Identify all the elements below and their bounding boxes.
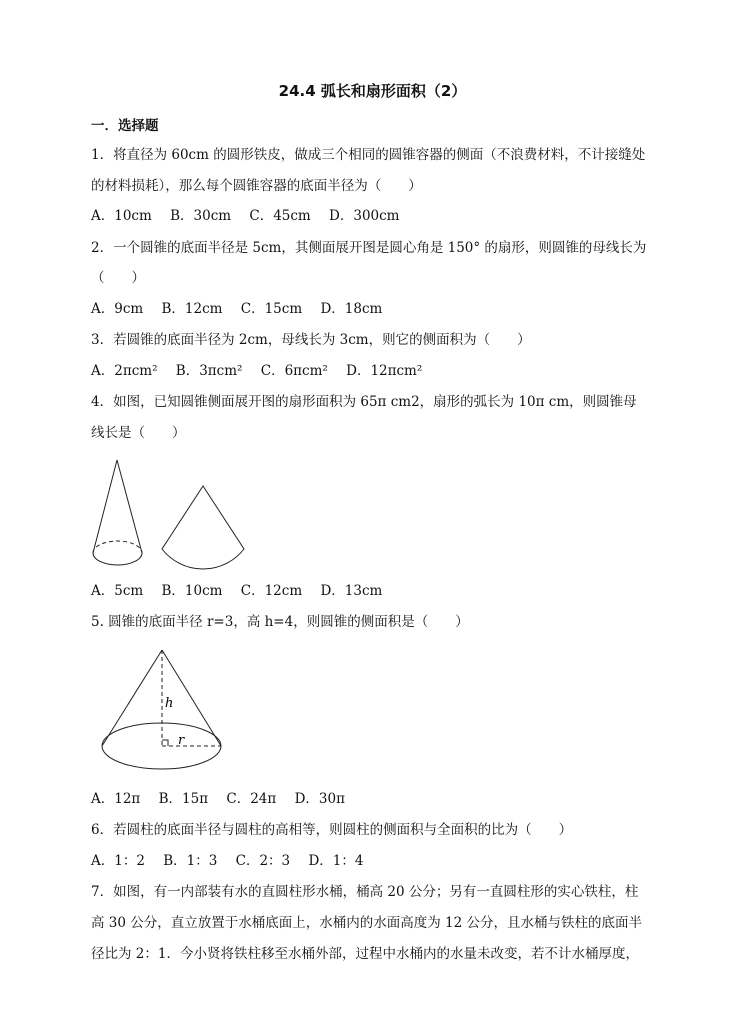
q1-option-b[interactable]: B．30cm xyxy=(170,208,232,224)
cone-base-back xyxy=(93,541,142,553)
q7-line2: 高 30 公分，直立放置于水桶底面上，水桶内的水面高度为 12 公分，且水桶与铁柱的底面半 xyxy=(91,915,643,931)
q2-line2: （ ） xyxy=(91,270,145,286)
q5-line1: 5. 圆锥的底面半径 r=3，高 h=4，则圆锥的侧面积是（ ） xyxy=(91,614,469,630)
q5-option-c[interactable]: C．24π xyxy=(226,791,277,807)
sector-shape xyxy=(162,486,244,569)
q1-option-c[interactable]: C．45cm xyxy=(249,208,311,224)
q3-option-a[interactable]: A．2πcm² xyxy=(91,363,158,379)
q2-option-d[interactable]: D．18cm xyxy=(320,301,383,317)
q1-option-a[interactable]: A．10cm xyxy=(91,208,152,224)
q2-option-c[interactable]: C．15cm xyxy=(240,301,303,317)
q2-options xyxy=(91,300,396,318)
q3-option-d[interactable]: D．12πcm² xyxy=(346,363,423,379)
page-title: 24.4 弧长和扇形面积（2） xyxy=(278,82,467,100)
q7-line3: 径比为 2：1．今小贤将铁柱移至水桶外部，过程中水桶内的水量未改变，若不计水桶厚度， xyxy=(91,946,639,962)
q5-option-d[interactable]: D．30π xyxy=(294,791,345,807)
q3-option-b[interactable]: B．3πcm² xyxy=(175,363,243,379)
q1-line1: 1．将直径为 60cm 的圆形铁皮，做成三个相同的圆锥容器的侧面（不浪费材料，不计接缝处 xyxy=(91,147,646,163)
q7-line1: 7．如图，有一内部装有水的直圆柱形水桶，桶高 20 公分；另有一直圆柱形的实心铁柱，柱 xyxy=(91,884,639,900)
q5-options xyxy=(91,790,359,808)
q4-option-d[interactable]: D．13cm xyxy=(320,583,383,599)
q4-option-b[interactable]: B．10cm xyxy=(161,583,223,599)
q4-figure xyxy=(86,455,256,575)
cone-right-edge xyxy=(117,460,142,553)
cone-base-front xyxy=(93,553,142,565)
q4-line1: 4．如图，已知圆锥侧面展开图的扇形面积为 65π cm2，扇形的弧长为 10π cm，则圆锥母 xyxy=(91,394,637,410)
q1-line2: 的材料损耗），那么每个圆锥容器的底面半径为（ ） xyxy=(91,178,422,194)
q6-option-d[interactable]: D．1：4 xyxy=(308,853,364,869)
q6-line1: 6．若圆柱的底面半径与圆柱的高相等，则圆柱的侧面积与全面积的比为（ ） xyxy=(91,822,573,838)
q6-option-c[interactable]: C．2：3 xyxy=(235,853,291,869)
q4-line2: 线长是（ ） xyxy=(91,425,186,441)
q3-options xyxy=(91,362,436,380)
q4-option-c[interactable]: C．12cm xyxy=(240,583,303,599)
q1-options xyxy=(91,207,413,225)
q3-line1: 3．若圆锥的底面半径为 2cm，母线长为 3cm，则它的侧面积为（ ） xyxy=(91,332,531,348)
q6-option-a[interactable]: A．1：2 xyxy=(91,853,145,869)
cone-left-edge xyxy=(93,460,117,553)
section-heading: 一．选择题 xyxy=(91,118,159,134)
q5-option-b[interactable]: B．15π xyxy=(158,791,209,807)
q4-options xyxy=(91,582,396,600)
q6-options xyxy=(91,852,377,870)
q2-line1: 2．一个圆锥的底面半径是 5cm，其侧面展开图是圆心角是 150° 的扇形，则圆锥的母线长为 xyxy=(91,240,647,256)
q4-option-a[interactable]: A．5cm xyxy=(91,583,144,599)
q2-option-b[interactable]: B．12cm xyxy=(161,301,223,317)
right-angle-mark xyxy=(162,740,168,746)
q5-figure xyxy=(96,645,231,775)
q5-option-a[interactable]: A．12π xyxy=(91,791,141,807)
q1-option-d[interactable]: D．300cm xyxy=(329,208,400,224)
q2-option-a[interactable]: A．9cm xyxy=(91,301,144,317)
radius-label: r xyxy=(178,733,185,748)
q3-option-c[interactable]: C．6πcm² xyxy=(260,363,328,379)
q6-option-b[interactable]: B．1：3 xyxy=(163,853,218,869)
height-label: h xyxy=(165,696,174,711)
cone-left-edge xyxy=(102,650,162,746)
